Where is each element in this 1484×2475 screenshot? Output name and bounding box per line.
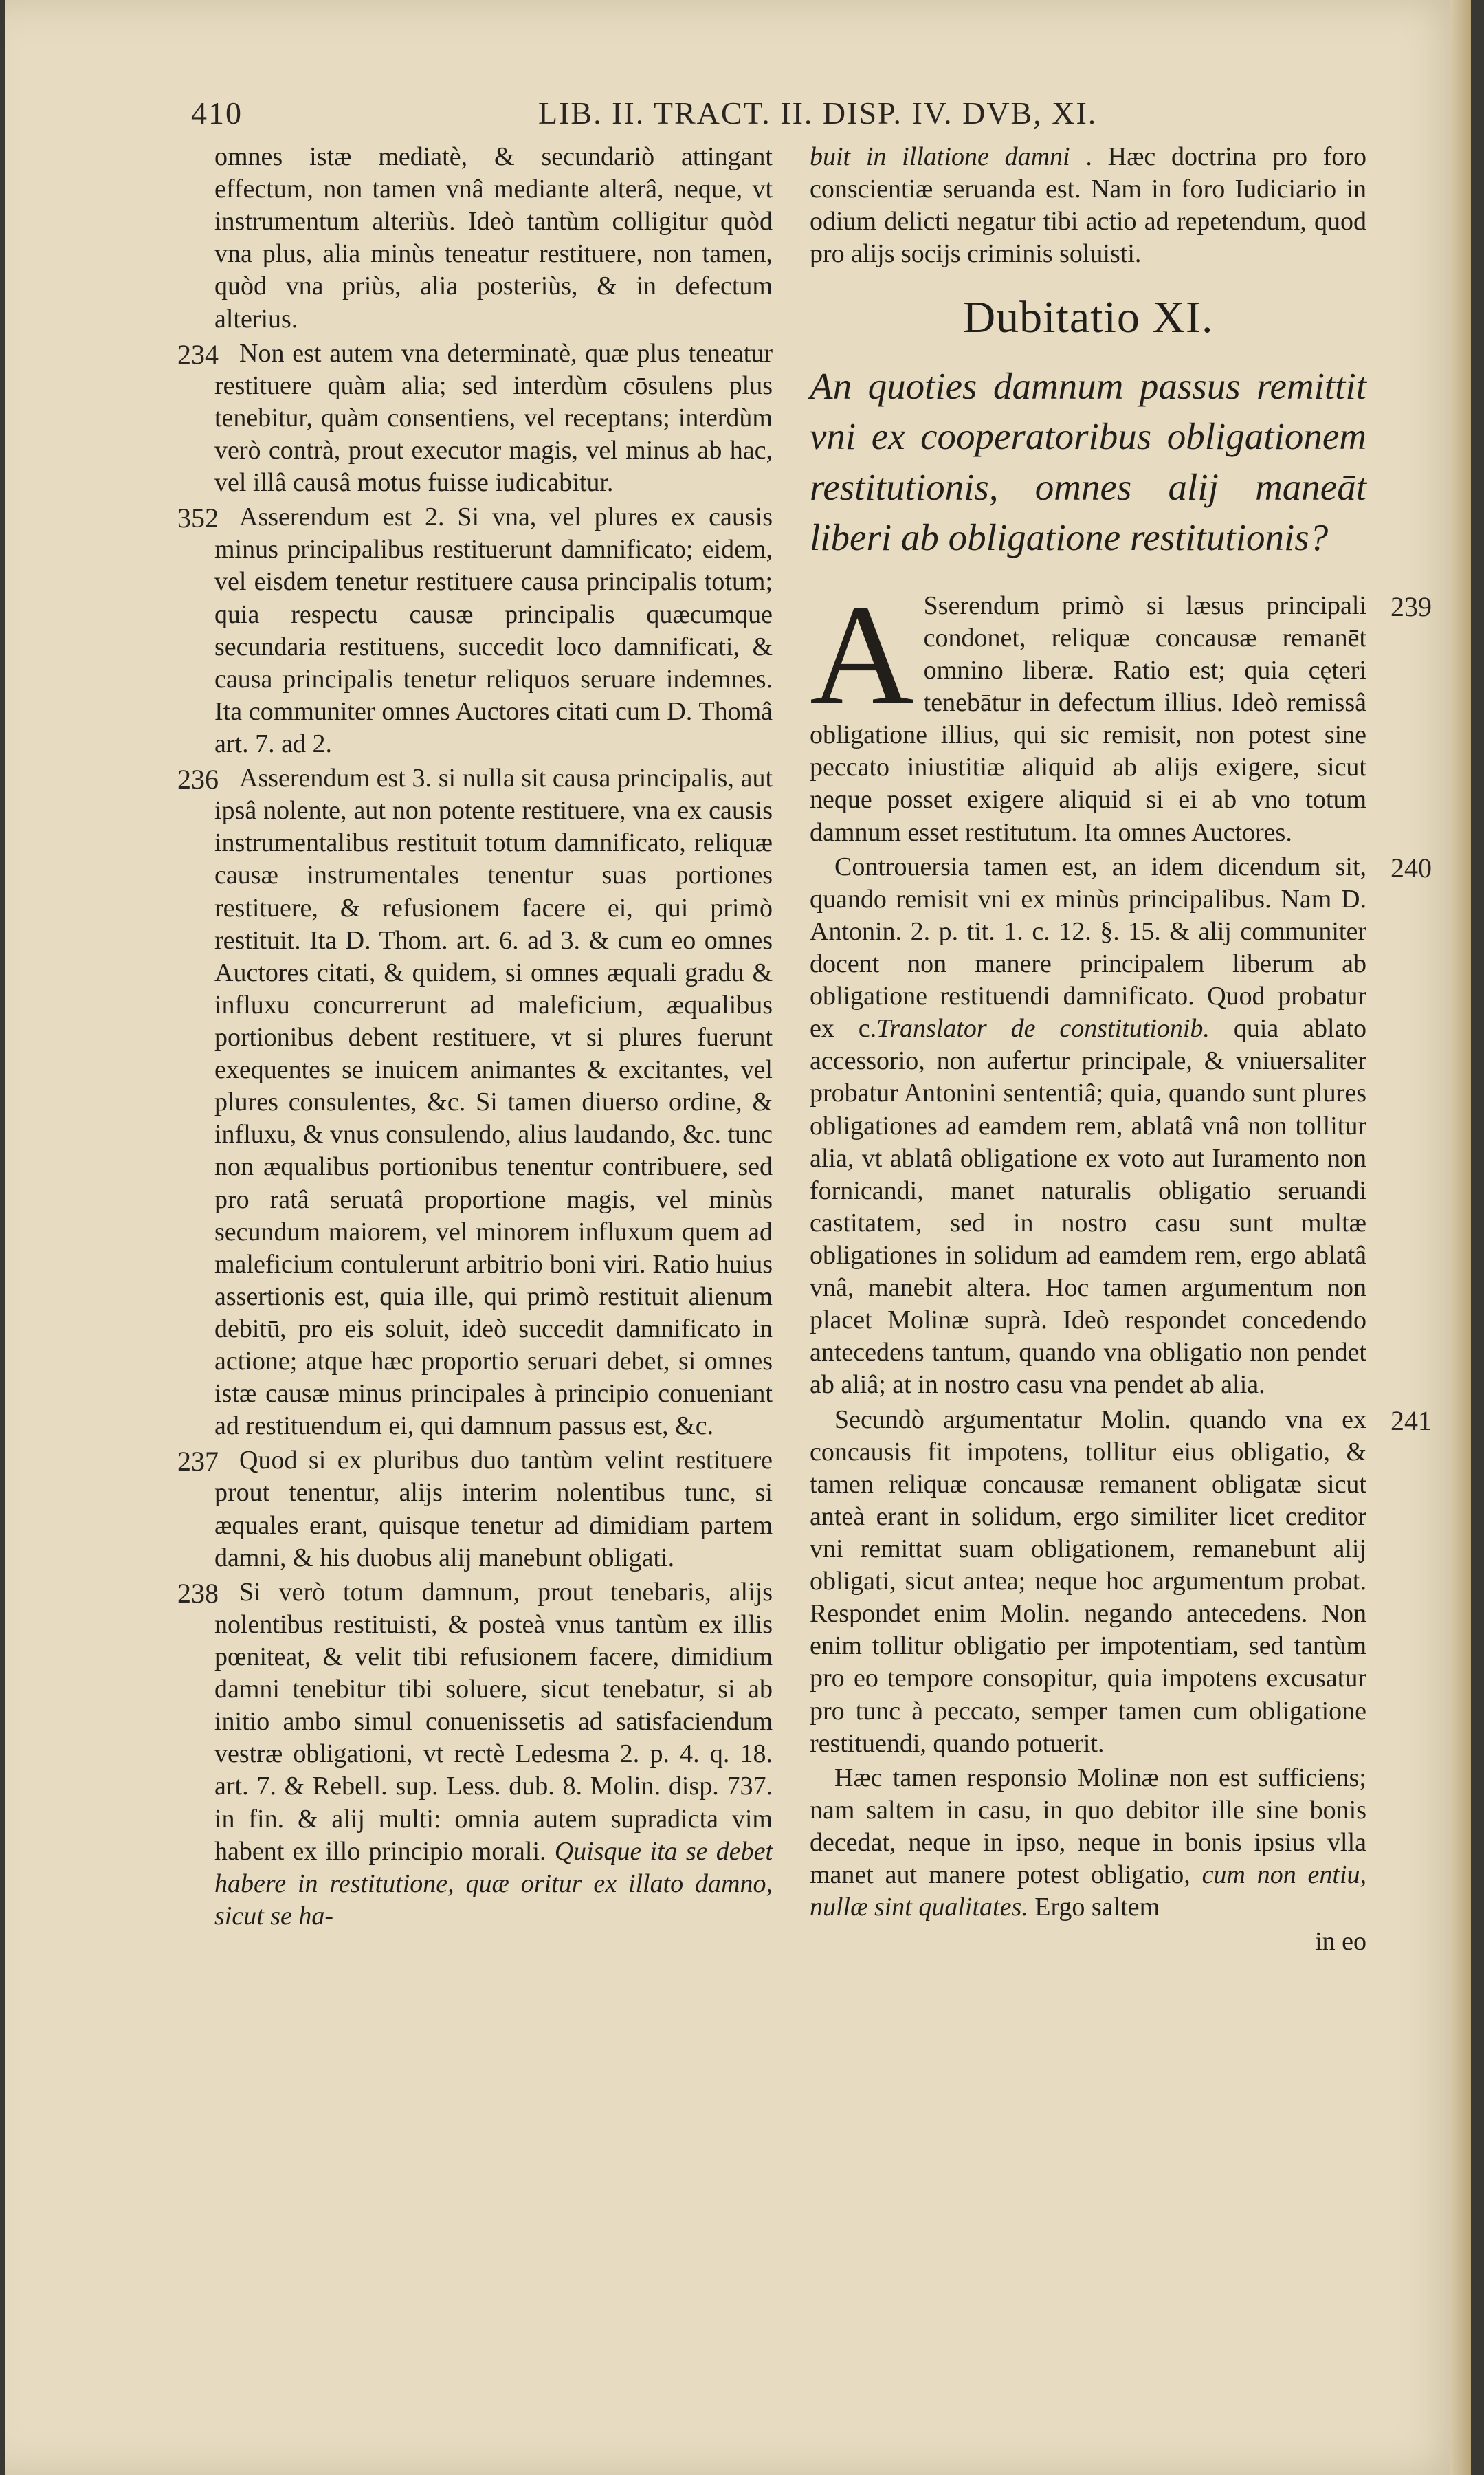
paragraph-number: 240 <box>1391 852 1432 883</box>
paragraph-number: 238 <box>177 1577 219 1609</box>
paragraph-number: 241 <box>1391 1405 1432 1436</box>
left-column <box>177 141 773 1935</box>
section-question: An quoties damnum passus remittit vni ex cooperatoribus obligationem restitutionis, omnes alij maneāt liberi ab obligatione restitutionis? <box>810 365 1366 558</box>
paragraph: 239 A Sserendum primò si læsus principali condonet, reliquæ concausæ remanēt omnino liberæ. Ratio est; quia cęteri tenebātur in defectum illius. Ideò remissâ obligatione illius, qui sic remisit, non potest sine peccato iniustitiæ aliquid ab alijs exigere, sicut neque posset exigere aliquid si ei ab vno totum damnum esset restitutum. Ita omnes Auctores. <box>810 575 1432 847</box>
paragraph: 234 Non est autem vna determinatè, quæ plus teneatur restituere quàm alia; sed interdùm cōsulens plus tenebitur, quàm consentiens, vel receptans; interdùm verò contrà, prout executor magis, vel minus ab hac, vel illâ causâ motus fuisse iudicabitur. <box>214 338 773 500</box>
section-title: Dubitatio XI. <box>962 292 1214 343</box>
paragraph: 237 Quod si ex pluribus duo tantùm velint restituere prout tenentur, alijs interim nolentibus tunc, si æquales erant, quisque tenetur ad dimidiam partem damni, & his duobus alij manebunt obligati. <box>214 1444 773 1574</box>
paragraph: 241 Secundò argumentatur Molin. quando vna ex concausis fit impotens, tollitur eius obligatio, & tamen reliquæ concausæ remanent obligatæ sicut anteà erant in solidum, ergo similiter licet creditor vni remittat suam obligationem, remanebunt alij obligati, sicut antea; neque hoc argumentum probat. Respondet enim Molin. negando antecedens. Non enim tollitur obligatio per impotentiam, sed tantùm pro eo tempore consopitur, quia impotens excusatur pro tunc à peccato, semper tamen cum obligatione restituendi, quando potuerit. <box>810 1405 1432 1758</box>
paragraph: buit in illatione damni . Hæc doctrina pro foro conscientiæ seruanda est. Nam in foro Iudiciario in odium delicti negatur tibi actio ad repetendum, quod pro alijs socijs criminis soluisti. <box>810 142 1367 269</box>
catchword: in eo <box>1315 1927 1366 1957</box>
paragraph: 240 Controuersia tamen est, an idem dicendum sit, quando remisit vni ex minùs principalibus. Nam D. Antonin. 2. p. tit. 1. c. 12. §. 15. & alij communiter docent non manere principalem liberum ab obligatione restituendi damnificato. Quod probatur ex c.Translator de constitutionib. quia ablato accessorio, non aufertur principale, & vniuersaliter probatur Antonini sententiâ; quia, quando sunt plures obligationes ad eamdem rem, ablatâ vnâ non tollitur alia, vt ablatâ obligatione ex voto aut Iuramento non fornicandi, manet naturalis obligatio seruandi castitatem, sed in nostro casu sunt multæ obligationes in solidum ad eamdem rem, ergo ablatâ vnâ, manebit altera. Hoc tamen argumentum non placet Molinæ suprà. Ideò respondet concedendo antecedens tantum, quando vna obligatio non pendet ab aliâ; at in nostro casu vna pendet ab alia. <box>810 852 1432 1400</box>
paragraph: 238 Si verò totum damnum, prout tenebaris, alijs nolentibus restituisti, & posteà vnus tantùm ex illis pœniteat, & velit tibi refusionem facere, dimidium damni tenebitur tibi soluere, sicut tenebatur, si ab initio ambo simul conuenissetis ad satisfaciendum vestræ obligationi, vt rectè Ledesma 2. p. 4. q. 18. art. 7. & Rebell. sup. Less. dub. 8. Molin. disp. 737. in fin. & alij multi: omnia autem supradicta vim habent ex illo principio morali. Quisque ita se debet habere in restitutione, quæ oritur ex illato damno, sicut se ha- <box>214 1576 773 1933</box>
page-number: 410 <box>191 96 243 131</box>
paragraph-number: 237 <box>177 1446 219 1477</box>
paragraph: 236 Asserendum est 3. si nulla sit causa principalis, aut ipsâ nolente, aut non potente restituere, vna ex causis instrumentalibus restituit totum damnificato, reliquæ causæ instrumentales tenentur suas portiones restituere, & refusionem facere ei, qui primò restituit. Ita D. Thom. art. 6. ad 3. & cum eo omnes Auctores citati, & quidem, si omnes æquali gradu & influxu concurrerunt ad maleficium, æqualibus portionibus debent restituere, vt si plures fuerunt exequentes se inuicem animantes & excitantes, vel plures consulentes, &c. Si tamen diuerso ordine, & influxu, & vnus consulendo, alius laudando, &c. tunc non æqualibus portionibus tenentur contribuere, sed pro ratâ seruatâ proportione magis, vel minùs secundum maiorem, vel minorem influxum quem ad maleficium contulerunt arbitrio boni viri. Ratio huius assertionis est, quia ille, qui primò restituit alienum debitū, pro eis soluit, ideò succedit damnificato in actione; atque hæc proportio seruari debet, si omnes istæ causæ minus principales à principio conueniant ad restituendum ei, qui damnum passus est, &c. <box>214 762 773 1442</box>
drop-cap: A <box>810 575 914 735</box>
right-column <box>810 141 1432 1958</box>
paragraph: Hæc tamen responsio Molinæ non est sufficiens; nam saltem in casu, in quo debitor ille sine bonis decedat, neque in ipso, neque in bonis ipsius vlla manet aut manere potest obligatio, cum non entiu, nullæ sint qualitates. Ergo saltem <box>810 1763 1366 1922</box>
running-title: LIB. II. TRACT. II. DISP. IV. DVB, XI. <box>538 96 1098 131</box>
page-edge <box>1450 0 1471 2475</box>
paragraph-number: 352 <box>177 503 219 534</box>
book-page <box>5 0 1471 2475</box>
running-head <box>191 95 1222 143</box>
paragraph-number: 234 <box>177 338 219 370</box>
paragraph-number: 239 <box>1391 591 1432 622</box>
paragraph-number: 236 <box>177 764 219 795</box>
paragraph: omnes istæ mediatè, & secundariò attingant effectum, non tamen vnâ mediante alterâ, neque, vt instrumentum alteriùs. Ideò tantùm colligitur quòd vna plus, alia minùs teneatur restituere, non tamen, quòd vna priùs, alia posteriùs, & in defectum alterius. <box>214 142 773 333</box>
paragraph: 352 Asserendum est 2. Si vna, vel plures ex causis minus principalibus restituerunt damnificato; eidem, vel eisdem tenetur restituere causa principalis totum; quia respectu causæ principalis quæcumque secundaria restituens, succedit loco damnificati, & causa principalis tenetur reliquos seruare indemnes. Ita communiter omnes Auctores citati cum D. Thomâ art. 7. ad 2. <box>214 501 773 760</box>
